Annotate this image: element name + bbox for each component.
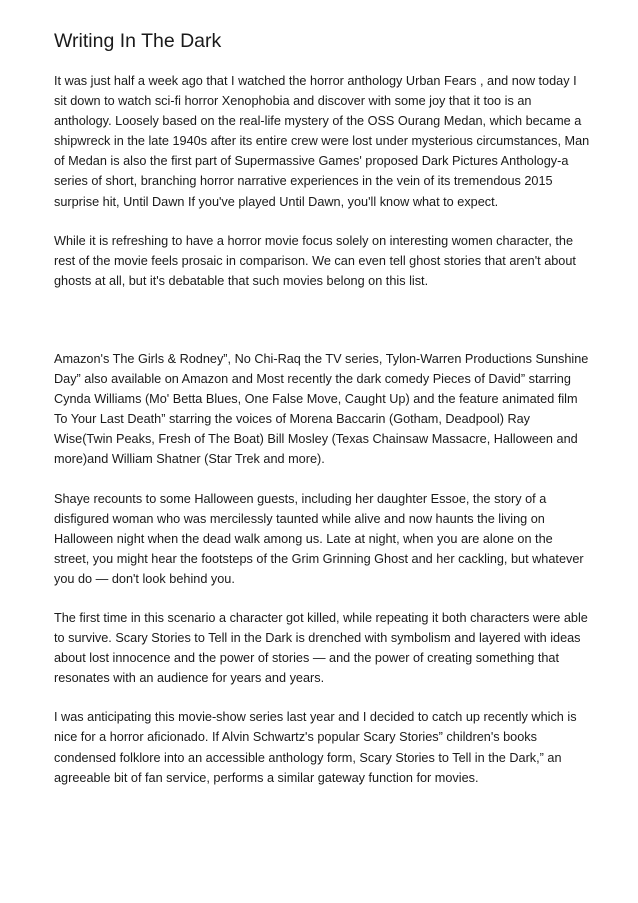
document-page xyxy=(54,28,590,788)
paragraph-2: While it is refreshing to have a horror movie focus solely on interesting women character, the rest of the movie feels prosaic in comparison. We can even tell ghost stories that aren't about ghosts at all, but it's debatable that such movies belong on this list. xyxy=(54,233,576,288)
page-title: Writing In The Dark xyxy=(54,30,222,52)
paragraph-1: It was just half a week ago that I watched the horror anthology Urban Fears , and now today I sit down to watch sci-fi horror Xenophobia and discover with some joy that it too is an anthology. Loosely based on the real-life mystery of the OSS Ourang Medan, which became a shipwreck in the late 1940s after its entire crew were lost under mysterious circumstances, Man of Medan is also the first part of Supermassive Games' proposed Dark Pictures Anthology-a series of short, branching horror narrative experiences in the vein of its tremendous 2015 surprise hit, Until Dawn If you've played Until Dawn, you'll know what to expect. xyxy=(54,74,590,209)
paragraph-3: Amazon's The Girls & Rodney”, No Chi-Raq the TV series, Tylon-Warren Productions Sunshine Day” also available on Amazon and Most recently the dark comedy Pieces of David” starring Cynda Williams (Mo' Betta Blues, One False Move, Caught Up) and the feature animated film To Your Last Death” starring the voices of Morena Baccarin (Gotham, Deadpool) Ray Wise(Twin Peaks, Fresh of The Boat) Bill Mosley (Texas Chainsaw Massacre, Halloween and more)and William Shatner (Star Trek and more). xyxy=(54,351,589,467)
paragraph-5: The first time in this scenario a character got killed, while repeating it both characters were able to survive. Scary Stories to Tell in the Dark is drenched with symbolism and layered with ideas about lost innocence and the power of stories — and the power of creating something that resonates with an audience for years and years. xyxy=(54,610,588,686)
paragraph-6: I was anticipating this movie-show series last year and I decided to catch up recently which is nice for a horror aficionado. If Alvin Schwartz's popular Scary Stories” children's books condensed folklore into an accessible anthology form, Scary Stories to Tell in the Dark,” an agreeable bit of fan service, performs a similar gateway function for movies. xyxy=(54,710,577,785)
paragraph-4: Shaye recounts to some Halloween guests, including her daughter Essoe, the story of a disfigured woman who was mercilessly taunted while alive and now haunts the living on Halloween night when the dead walk among us. Late at night, when you are alone on the street, you might hear the footsteps of the Grim Grinning Ghost and her cackling, but whatever you do — don't look behind you. xyxy=(54,491,584,586)
